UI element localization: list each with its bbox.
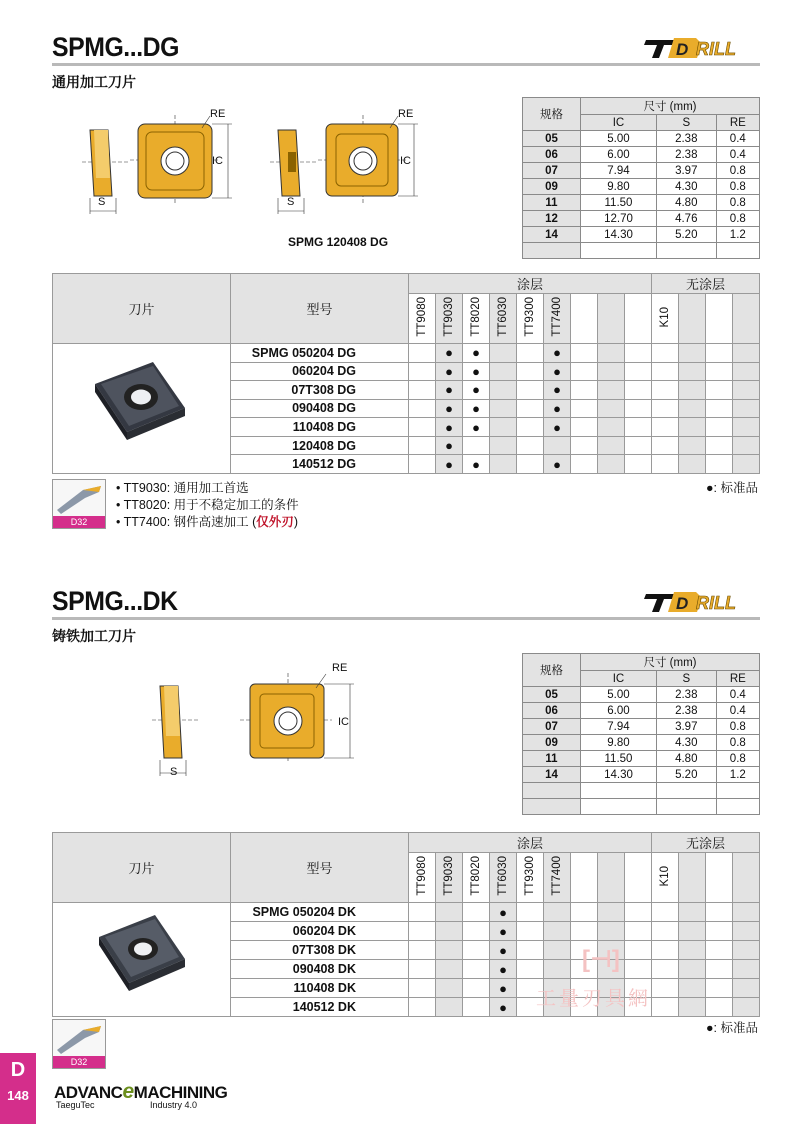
grade-table-dk: [52, 832, 760, 1017]
table-row: SPMG 050204 DK ●: [53, 903, 760, 922]
model-code: 07T308 DG: [231, 381, 409, 400]
table-row-empty: [523, 783, 760, 799]
model-code: 060204 DK: [231, 922, 409, 941]
dimension-table-dg: [522, 97, 760, 259]
grade-col-tt8020: TT8020: [463, 294, 490, 344]
model-code: 140512 DG: [231, 455, 409, 474]
table-row: [523, 211, 760, 227]
model-code: 090408 DG: [231, 399, 409, 418]
dims-size: 06: [523, 147, 581, 163]
dims-ic: 12.70: [581, 211, 657, 227]
table-row: 060204 DG ● ● ●: [53, 362, 760, 381]
brand-left: ADVANC: [54, 1083, 123, 1102]
dims-size: 07: [523, 719, 581, 735]
section-title-dg: SPMG...DG: [52, 32, 179, 62]
grade-col-tt7400: TT7400: [544, 853, 571, 903]
dim-label-ic-3: IC: [338, 716, 349, 728]
table-row: [523, 719, 760, 735]
dims-s: 3.97: [656, 719, 716, 735]
grade-col-tt9080: TT9080: [409, 853, 436, 903]
insert-image-dg: [53, 344, 231, 474]
table-row: [523, 767, 760, 783]
grades-header-insert: 刀片: [53, 274, 231, 344]
dims-ic: 5.00: [581, 131, 657, 147]
table-row: [523, 703, 760, 719]
dims-header-re: RE: [716, 115, 759, 131]
dim-label-s-2: S: [287, 196, 295, 208]
tool-thumbnail: [52, 1019, 106, 1069]
dims-s: 5.20: [656, 227, 716, 243]
note-item: • TT7400: 钢件高速加工 (仅外刃): [116, 515, 298, 529]
dim-label-s-3: S: [170, 766, 178, 778]
model-code: 07T308 DK: [231, 941, 409, 960]
dims-re: 0.4: [716, 147, 759, 163]
dim-label-re-3: RE: [332, 662, 348, 674]
table-row: 07T308 DG ● ● ●: [53, 381, 760, 400]
insert-image-dk: [53, 903, 231, 1017]
dim-label-re: RE: [210, 108, 226, 120]
tdrill-logo: [644, 588, 760, 614]
svg-text:RILL: RILL: [696, 593, 736, 613]
dims-s: 4.80: [656, 195, 716, 211]
table-row: 140512 DG ● ● ●: [53, 455, 760, 474]
grade-col-k10: K10: [652, 853, 679, 903]
section-title-dk: SPMG...DK: [52, 586, 178, 616]
note-item: • TT9030: 通用加工首选: [116, 481, 249, 495]
dims-re: 0.8: [716, 211, 759, 227]
drawing-caption: SPMG 120408 DG: [288, 235, 389, 249]
watermark-logo: [⊣]: [582, 946, 620, 973]
section-rule: [52, 63, 760, 66]
svg-text:D: D: [676, 40, 689, 59]
dims-size: 11: [523, 195, 581, 211]
table-row: [523, 147, 760, 163]
svg-text:RILL: RILL: [696, 39, 736, 59]
dims-s: 5.20: [656, 767, 716, 783]
table-row: 090408 DK ●: [53, 960, 760, 979]
dims-re: 0.8: [716, 719, 759, 735]
grade-col-tt7400: TT7400: [544, 294, 571, 344]
dims-re: 1.2: [716, 227, 759, 243]
tool-thumbnail: [52, 479, 106, 529]
company-name: TaeguTec: [56, 1100, 95, 1110]
dim-label-re-2: RE: [398, 108, 414, 120]
dims-re: 0.4: [716, 703, 759, 719]
dims-header-re: RE: [716, 671, 759, 687]
svg-text:D: D: [676, 594, 689, 613]
dims-s: 2.38: [656, 687, 716, 703]
grades-header-insert: 刀片: [53, 833, 231, 903]
dims-re: 0.8: [716, 751, 759, 767]
section-rule: [52, 617, 760, 620]
insert-drawing-dg-top: [130, 110, 240, 210]
dims-size: 05: [523, 131, 581, 147]
tool-tag: D32: [53, 1056, 105, 1068]
drill-icon: [53, 480, 105, 516]
tdrill-logo: [644, 34, 760, 60]
section-letter: D: [10, 1059, 26, 1081]
grade-col-tt8020: TT8020: [463, 853, 490, 903]
dims-ic: 14.30: [581, 767, 657, 783]
watermark-text: 工量刃具網: [536, 988, 651, 1010]
dims-size: 06: [523, 703, 581, 719]
table-row: [523, 131, 760, 147]
dims-header-ic: IC: [581, 115, 657, 131]
model-code: 110408 DK: [231, 979, 409, 998]
table-row: 120408 DG ●: [53, 436, 760, 455]
dims-header-ic: IC: [581, 671, 657, 687]
dims-re: 1.2: [716, 767, 759, 783]
table-row: SPMG 050204 DG ● ● ●: [53, 344, 760, 363]
dims-size: 09: [523, 179, 581, 195]
dims-size: 05: [523, 687, 581, 703]
model-code: 120408 DG: [231, 436, 409, 455]
grades-header-uncoated: 无涂层: [652, 833, 760, 853]
grade-table-dg: [52, 273, 760, 474]
dims-ic: 5.00: [581, 687, 657, 703]
model-code: 140512 DK: [231, 998, 409, 1017]
dims-s: 2.38: [656, 147, 716, 163]
grade-col-tt9030: TT9030: [436, 294, 463, 344]
dims-s: 2.38: [656, 703, 716, 719]
brand-e: e: [122, 1080, 134, 1103]
page-tab: [0, 1053, 36, 1124]
model-code: SPMG 050204 DK: [231, 903, 409, 922]
table-row: [523, 751, 760, 767]
table-row: 07T308 DK ●: [53, 941, 760, 960]
dims-s: 4.76: [656, 211, 716, 227]
dims-header-dim: 尺寸 (mm): [581, 98, 760, 115]
dims-header-s: S: [656, 671, 716, 687]
table-row: [523, 163, 760, 179]
dims-ic: 14.30: [581, 227, 657, 243]
footer-brand: [54, 1080, 228, 1110]
table-row: [523, 227, 760, 243]
grade-col-tt6030: TT6030: [490, 294, 517, 344]
insert-drawing-dg-top-2: [318, 110, 428, 210]
dims-re: 0.8: [716, 735, 759, 751]
dims-header-size: 规格: [523, 654, 581, 687]
dims-header-s: S: [656, 115, 716, 131]
dims-s: 4.80: [656, 751, 716, 767]
model-code: 110408 DG: [231, 418, 409, 437]
grades-header-uncoated: 无涂层: [652, 274, 760, 294]
table-row-empty: [523, 243, 760, 259]
dims-ic: 7.94: [581, 719, 657, 735]
tool-tag: D32: [53, 516, 105, 528]
dims-s: 4.30: [656, 179, 716, 195]
grade-col-tt9030: TT9030: [436, 853, 463, 903]
table-row: 090408 DG ● ● ●: [53, 399, 760, 418]
grade-col-tt6030: TT6030: [490, 853, 517, 903]
grades-header-model: 型号: [231, 833, 409, 903]
dims-ic: 7.94: [581, 163, 657, 179]
page-number: 148: [7, 1088, 29, 1103]
dims-ic: 6.00: [581, 147, 657, 163]
brand-right: MACHINING: [133, 1083, 228, 1102]
dims-re: 0.8: [716, 163, 759, 179]
model-code: 090408 DK: [231, 960, 409, 979]
dims-size: 14: [523, 767, 581, 783]
model-code: SPMG 050204 DG: [231, 344, 409, 363]
section-subtitle-dk: 铸铁加工刀片: [52, 628, 136, 644]
dim-label-s: S: [98, 196, 106, 208]
tagline: Industry 4.0: [150, 1100, 198, 1110]
dims-s: 4.30: [656, 735, 716, 751]
grades-header-coated: 涂层: [409, 274, 652, 294]
table-row: [523, 687, 760, 703]
dims-ic: 11.50: [581, 751, 657, 767]
table-row: [523, 735, 760, 751]
grade-col-tt9300: TT9300: [517, 853, 544, 903]
dimension-table-dk: [522, 653, 760, 815]
dims-re: 0.4: [716, 687, 759, 703]
dims-ic: 9.80: [581, 179, 657, 195]
note-item: • TT8020: 用于不稳定加工的条件: [116, 498, 299, 512]
dims-ic: 9.80: [581, 735, 657, 751]
dims-re: 0.8: [716, 195, 759, 211]
dims-size: 07: [523, 163, 581, 179]
dim-label-ic: IC: [212, 155, 223, 167]
insert-drawing-dg-side: [82, 118, 130, 218]
grade-col-tt9300: TT9300: [517, 294, 544, 344]
dims-size: 11: [523, 751, 581, 767]
table-row: 110408 DK ●: [53, 979, 760, 998]
table-row: [523, 195, 760, 211]
dims-size: 12: [523, 211, 581, 227]
table-row: 140512 DK ●: [53, 998, 760, 1017]
insert-drawing-dk-side: [152, 676, 200, 780]
legend-dk: ●: 标准品: [706, 1021, 758, 1035]
model-code: 060204 DG: [231, 362, 409, 381]
dims-ic: 11.50: [581, 195, 657, 211]
table-row: [523, 179, 760, 195]
dims-ic: 6.00: [581, 703, 657, 719]
grades-header-model: 型号: [231, 274, 409, 344]
dims-re: 0.8: [716, 179, 759, 195]
legend-dg: ●: 标准品: [706, 481, 758, 495]
table-row: 060204 DK ●: [53, 922, 760, 941]
dims-s: 2.38: [656, 131, 716, 147]
dims-header-size: 规格: [523, 98, 581, 131]
notes-dg: [116, 480, 299, 531]
grades-header-coated: 涂层: [409, 833, 652, 853]
table-row-empty: [523, 799, 760, 815]
dims-header-dim: 尺寸 (mm): [581, 654, 760, 671]
dims-size: 09: [523, 735, 581, 751]
dims-s: 3.97: [656, 163, 716, 179]
grade-col-tt9080: TT9080: [409, 294, 436, 344]
section-subtitle-dg: 通用加工刀片: [52, 74, 136, 90]
drill-icon: [53, 1020, 105, 1056]
table-row: 110408 DG ● ● ●: [53, 418, 760, 437]
dims-re: 0.4: [716, 131, 759, 147]
dim-label-ic-2: IC: [400, 155, 411, 167]
dims-size: 14: [523, 227, 581, 243]
grade-col-k10: K10: [652, 294, 679, 344]
